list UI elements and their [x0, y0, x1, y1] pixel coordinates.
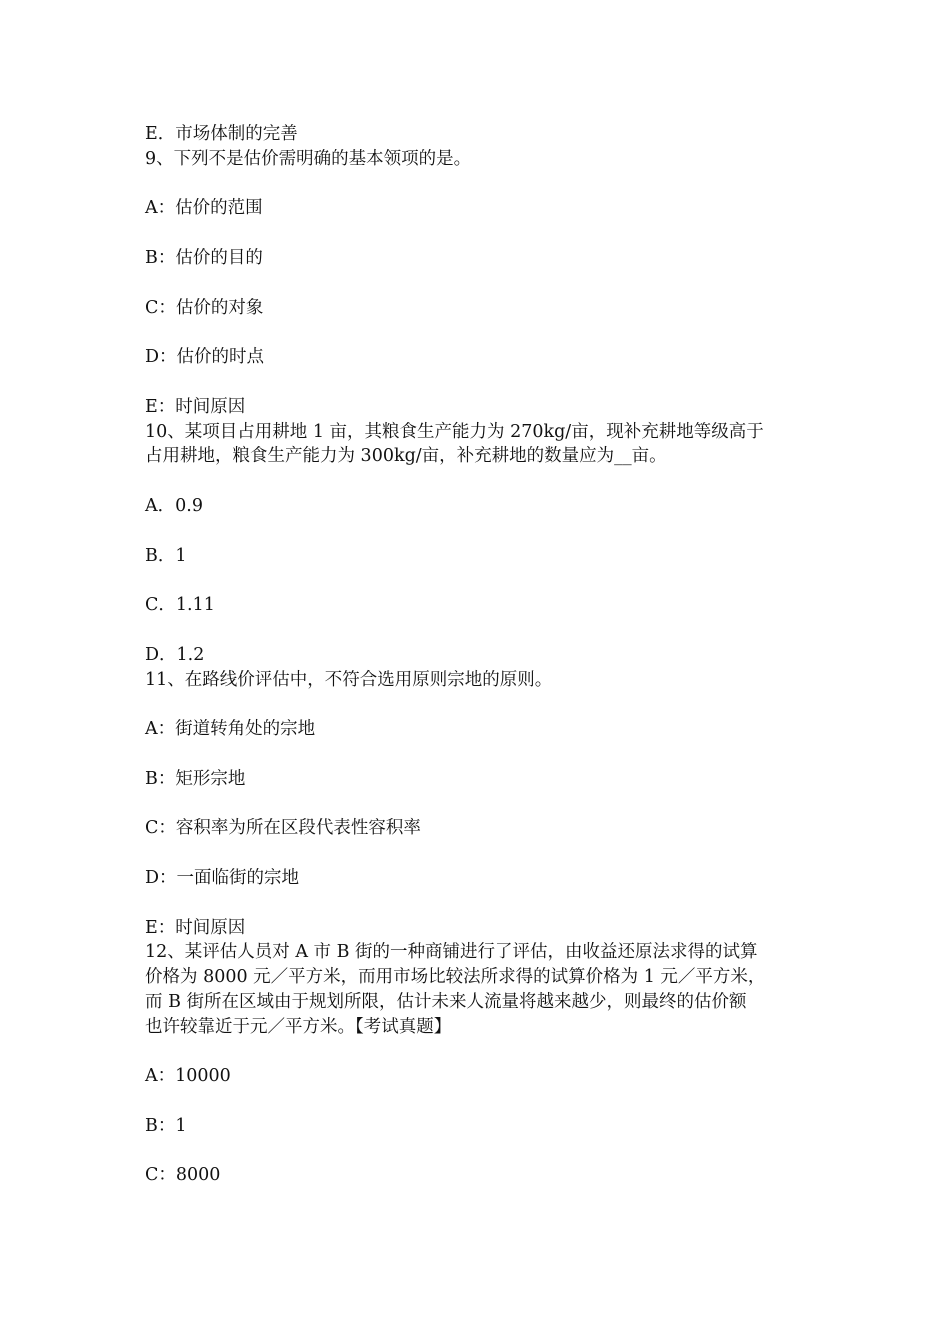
question-12-option-a: A：10000 [145, 1066, 231, 1087]
question-12-stem-line-4: 也许较靠近于元／平方米。【考试真题】 [145, 1016, 452, 1037]
question-10-option-d: D．1.2 [145, 644, 205, 665]
question-11-option-a: A：街道转角处的宗地 [145, 719, 316, 740]
question-11-stem: 11、在路线价评估中，不符合选用原则宗地的原则。 [145, 669, 553, 690]
question-12-option-b: B：1 [145, 1115, 187, 1136]
question-10-option-a: A．0.9 [145, 495, 203, 516]
question-10-option-c: C．1.11 [145, 595, 215, 616]
document-body [145, 122, 825, 1188]
question-10-stem-line-1: 10、某项目占用耕地 1 亩，其粮食生产能力为 270kg/亩，现补充耕地等级高于 [145, 421, 764, 442]
question-9-option-a: A：估价的范围 [145, 198, 263, 219]
question-9-option-c: C：估价的对象 [145, 297, 264, 318]
option-e-market-system: E．市场体制的完善 [145, 124, 298, 144]
question-10-stem-line-2: 占用耕地，粮食生产能力为 300kg/亩，补充耕地的数量应为__亩。 [145, 446, 667, 467]
question-12-stem-line-3: 而 B 街所在区域由于规划所限，估计未来人流量将越来越少，则最终的估价额 [145, 991, 747, 1012]
question-9-option-b: B：估价的目的 [145, 247, 263, 268]
question-9-option-e: E：时间原因 [145, 396, 246, 417]
question-9-stem: 9、下列不是估价需明确的基本领项的是。 [145, 148, 472, 169]
question-12-option-c: C：8000 [145, 1165, 221, 1186]
question-10-option-b: B．1 [145, 545, 187, 566]
question-12-stem-line-2: 价格为 8000 元／平方米，而用市场比较法所求得的试算价格为 1 元／平方米， [145, 967, 766, 988]
question-11-option-b: B：矩形宗地 [145, 768, 246, 789]
question-11-option-e: E：时间原因 [145, 917, 246, 938]
question-12-stem-line-1: 12、某评估人员对 A 市 B 街的一种商铺进行了评估，由收益还原法求得的试算 [145, 942, 758, 963]
question-11-option-c: C：容积率为所在区段代表性容积率 [145, 818, 421, 839]
question-9-option-d: D：估价的时点 [145, 347, 265, 368]
question-11-option-d: D：一面临街的宗地 [145, 867, 300, 888]
